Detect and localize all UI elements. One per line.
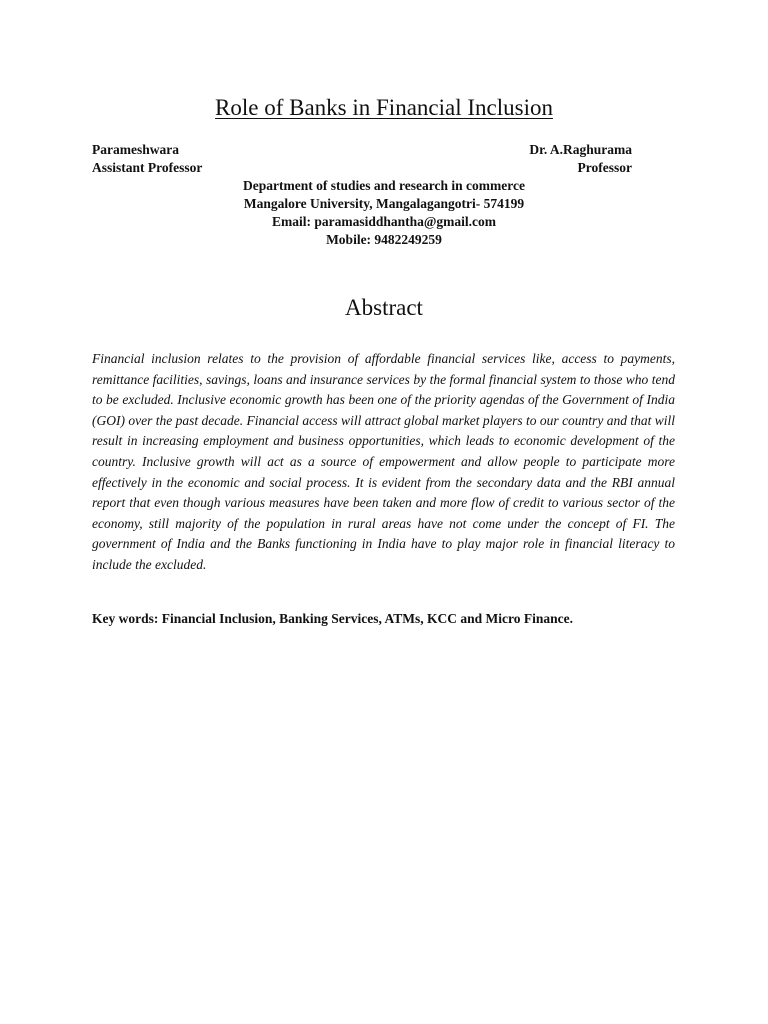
- author-block: [92, 141, 632, 177]
- affiliation-block: [0, 177, 768, 249]
- email-line: Email: paramasiddhantha@gmail.com: [271, 214, 497, 229]
- mobile-line: Mobile: 9482249259: [326, 232, 442, 247]
- author-name-row: [92, 141, 632, 159]
- abstract-paragraph: Financial inclusion relates to the provision of affordable financial services like, access to payments, remittance facilities, savings, loans and insurance services by the formal financial system to those who tend to be excluded. Inclusive economic growth has been one of the priority agendas of the Government of India (GOI) over the past decade. Financial access will attract global market players to our country and that will result in increasing employment and business opportunities, which leads to economic development of the country. Inclusive growth will act as a source of empowerment and allow people to participate more effectively in the economic and social process. It is evident from the secondary data and the RBI annual report that even though various measures have been taken and more flow of credit to various sector of the economy, still majority of the population in rural areas have not come under the concept of FI. The government of India and the Banks functioning in India have to play major role in financial literacy to include the excluded.: [92, 351, 675, 572]
- first-author-name: Parameshwara: [92, 142, 179, 157]
- second-author-role: Professor: [577, 160, 632, 175]
- department-line: Department of studies and research in commerce: [243, 178, 525, 193]
- abstract-heading: Abstract: [345, 295, 423, 320]
- university-line: Mangalore University, Mangalagangotri- 574199: [243, 196, 525, 211]
- second-author-name: Dr. A.Raghurama: [529, 142, 632, 157]
- keywords-line: Key words: Financial Inclusion, Banking Services, ATMs, KCC and Micro Finance.: [92, 611, 574, 626]
- first-author-role: Assistant Professor: [92, 160, 203, 175]
- paper-title: Role of Banks in Financial Inclusion: [215, 95, 553, 120]
- author-role-row: [92, 159, 632, 177]
